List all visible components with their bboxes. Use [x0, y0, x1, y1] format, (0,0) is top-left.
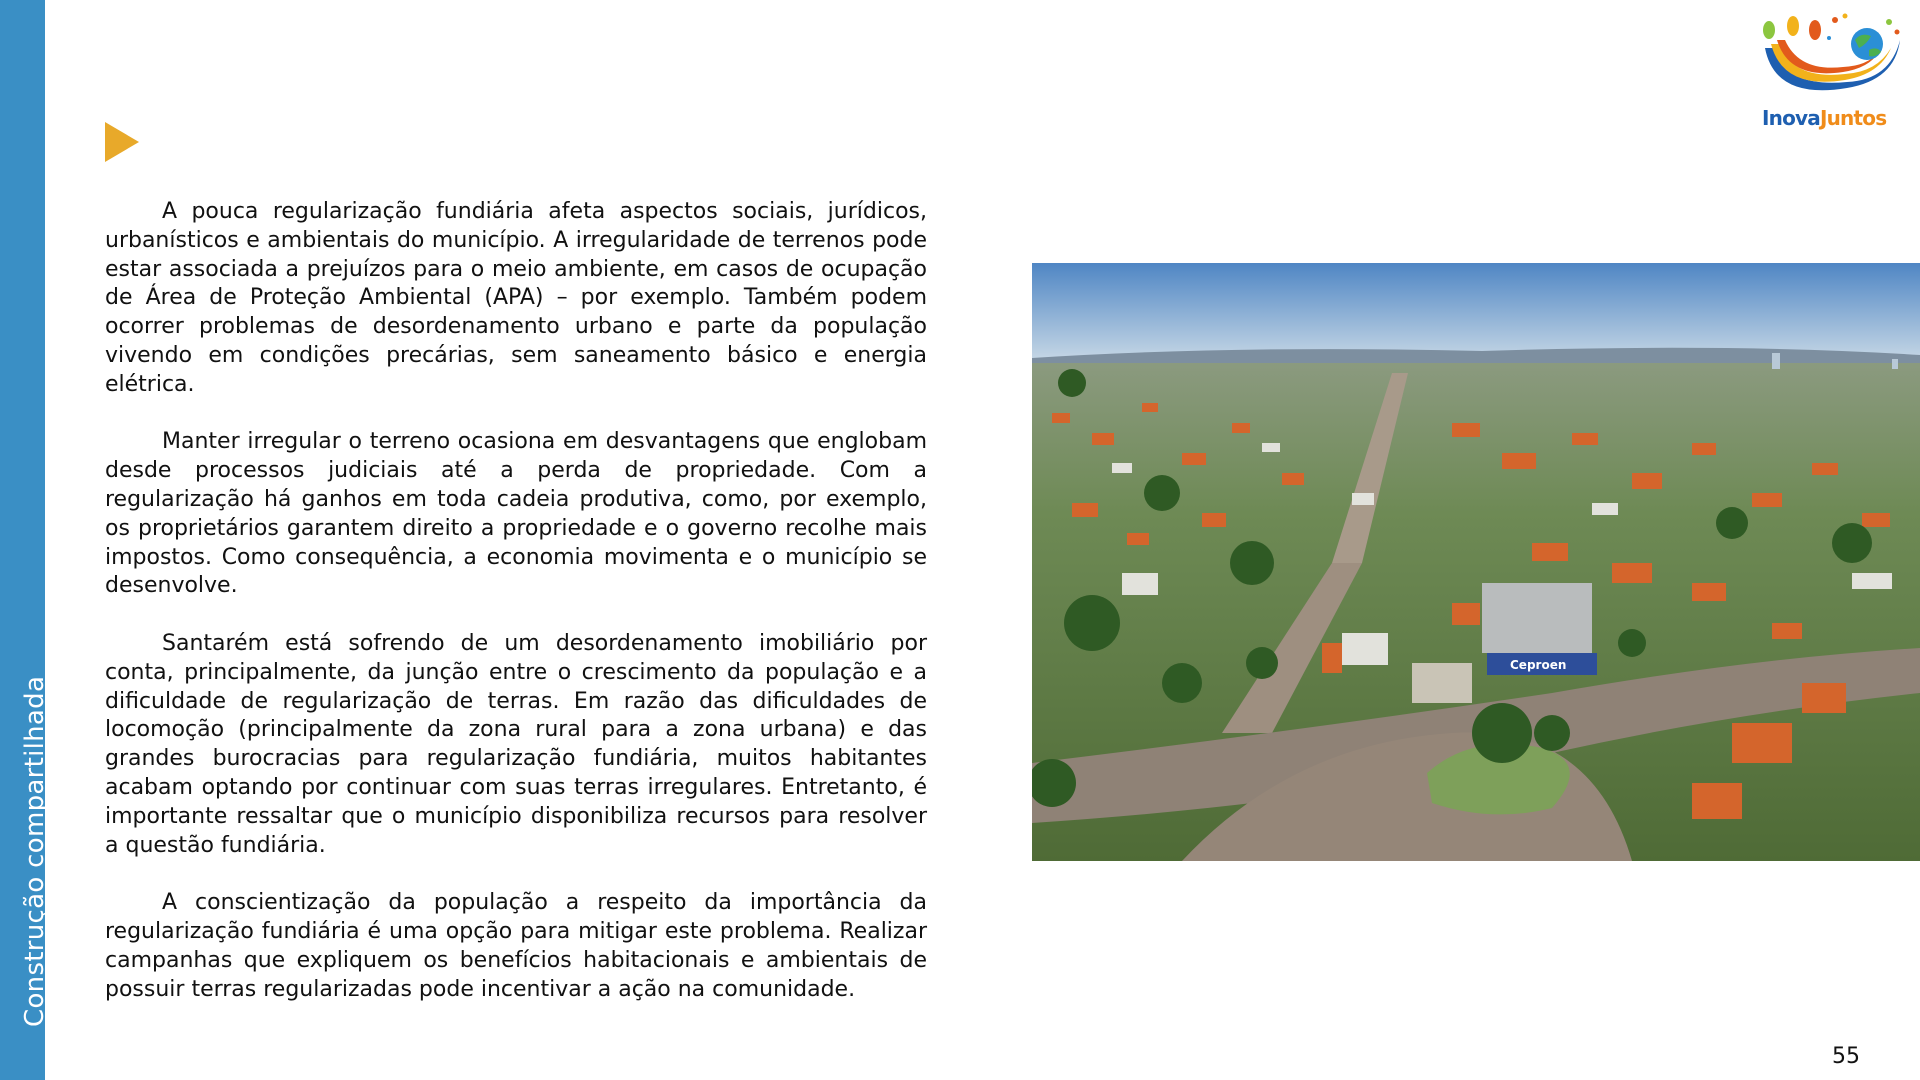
logo-word-juntos: Juntos — [1819, 106, 1887, 130]
logo-wordmark — [1762, 106, 1907, 130]
paragraph-1: A pouca regularização fundiária afeta aspectos sociais, jurídicos, urbanísticos e ambientais do município. A irregularidade de terrenos pode estar associada a prejuízos para o meio ambiente, em casos de ocupação de Área de Proteção Ambiental (APA) – por exemplo. Também podem ocorrer problemas de desordenamento urbano e parte da população vivendo em condições precárias, sem saneamento básico e energia elétrica. — [105, 199, 927, 397]
paragraph-3: Santarém está sofrendo de um desordenamento imobiliário por conta, principalmente, da junção entre o crescimento da população e a dificuldade de regularização de terras. Em razão das dificuldades de locomoção (principalmente da zona rural para a zona urbana) e das grandes burocracias para regularização fundiária, muitos habitantes acabam optando por continuar com suas terras irregulares. Entretanto, é importante ressaltar que o município disponibiliza recursos para resolver a questão fundiária. — [105, 630, 927, 858]
body-text — [105, 198, 927, 1033]
page-number: 55 — [1832, 1044, 1860, 1069]
shop-sign: Ceproen — [1510, 658, 1567, 672]
logo-word-inova: Inova — [1762, 106, 1820, 130]
paragraph-4: A conscientização da população a respeito da importância da regularização fundiária é uma opção para mitigar este problema. Realizar campanhas que expliquem os benefícios habitacionais e ambientais de possuir terras regularizadas pode incentivar a ação na comunidade. — [105, 890, 927, 1002]
paragraph-2: Manter irregular o terreno ocasiona em desvantagens que englobam desde processos judiciais até a perda de propriedade. Com a regularização há ganhos em toda cadeia produtiva, como, por exemplo, os proprietários garantem direito a propriedade e o governo recolhe mais impostos. Como consequência, a economia movimenta e o município se desenvolve. — [105, 429, 927, 599]
section-marker-icon — [105, 122, 139, 162]
santarem-aerial-photo — [1032, 263, 1920, 861]
sidebar-label: Construção compartilhada — [20, 675, 50, 1027]
sidebar — [0, 0, 50, 1080]
